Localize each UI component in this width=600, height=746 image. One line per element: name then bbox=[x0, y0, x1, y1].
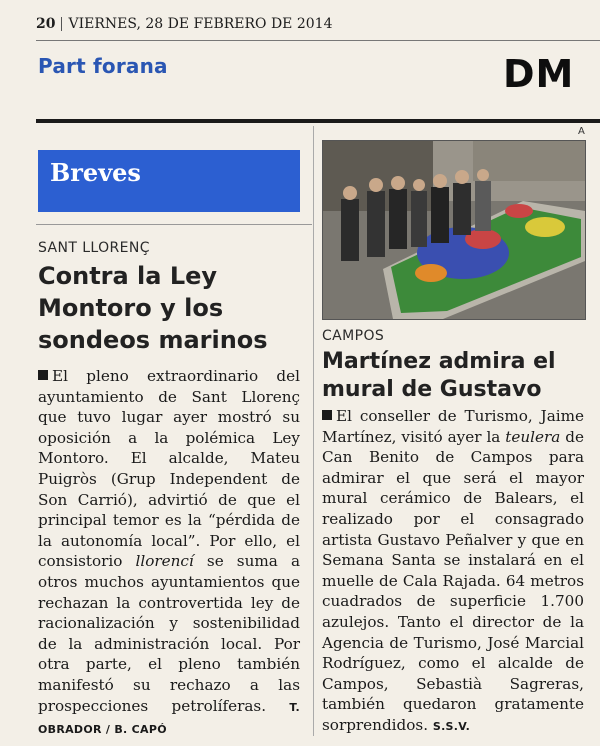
article-kicker: SANT LLORENÇ bbox=[38, 240, 150, 256]
article-body bbox=[322, 406, 584, 738]
mural-photo bbox=[322, 140, 586, 320]
column-mark: A bbox=[578, 126, 585, 137]
article-kicker: CAMPOS bbox=[322, 328, 385, 344]
body-italic: llorencí bbox=[135, 552, 194, 571]
page-number: 20 bbox=[36, 16, 56, 32]
body-text-part: de Can Benito de Campos para admirar el que será el mayor mural cerámico de Balears, el realizado por el consagrado artista Gustavo Peñalver y que en Semana Santa se instalará en el muelle de Cala Rajada. 64 metros cuadrados de superficie 1.700 azulejos. Tanto el director de la Agencia de Turismo, José Marcial Rodríguez, como el alcalde de Campos, Sebastià Sagreras, también quedaron gratamente sorprendidos. bbox=[322, 427, 584, 734]
page-info bbox=[36, 16, 332, 32]
bullet-square-icon bbox=[38, 370, 48, 380]
page-separator bbox=[61, 17, 62, 31]
column-divider bbox=[313, 126, 314, 736]
page-header bbox=[0, 0, 600, 137]
breves-section bbox=[36, 126, 312, 225]
body-text-part: se suma a otros muchos ayuntamientos que rechazan la controvertida ley de racionalización y sostenibilidad de la administración local. Por otra parte, el pleno también manifestó su rechazo a las prospecciones petrolíferas. bbox=[38, 552, 300, 715]
article-headline: Martínez admira el mural de Gustavo bbox=[322, 349, 556, 402]
body-text-part: El conseller de Turismo, Jaime Martínez, visitó ayer la bbox=[322, 407, 584, 446]
bullet-square-icon bbox=[322, 410, 332, 420]
body-text-part: El pleno extraordinario del ayuntamiento de Sant Llorenç que tuvo lugar ayer mostró su oposición a la polémica Ley Montoro. El alcalde, Mateu Puigròs (Grup Independent de Son Carrió), advirtió de que el principal temor es la “pérdida de la autonomía local”. Por ello, el consistorio bbox=[38, 367, 300, 571]
article-headline: Contra la Ley Montoro y los sondeos marinos bbox=[38, 262, 268, 354]
header-thick-rule bbox=[36, 119, 600, 123]
body-italic: teulera bbox=[505, 427, 561, 446]
breves-label: Breves bbox=[38, 150, 300, 212]
header-rule bbox=[36, 40, 600, 41]
byline: S.S.V. bbox=[432, 719, 471, 733]
article-body bbox=[38, 366, 300, 741]
section-title: Part forana bbox=[38, 54, 168, 78]
masthead-logo: DM bbox=[503, 52, 575, 96]
photo-illustration bbox=[323, 141, 585, 319]
page-date: VIERNES, 28 DE FEBRERO DE 2014 bbox=[68, 16, 333, 32]
byline: T. OBRADOR / B. CAPÓ bbox=[38, 700, 300, 737]
